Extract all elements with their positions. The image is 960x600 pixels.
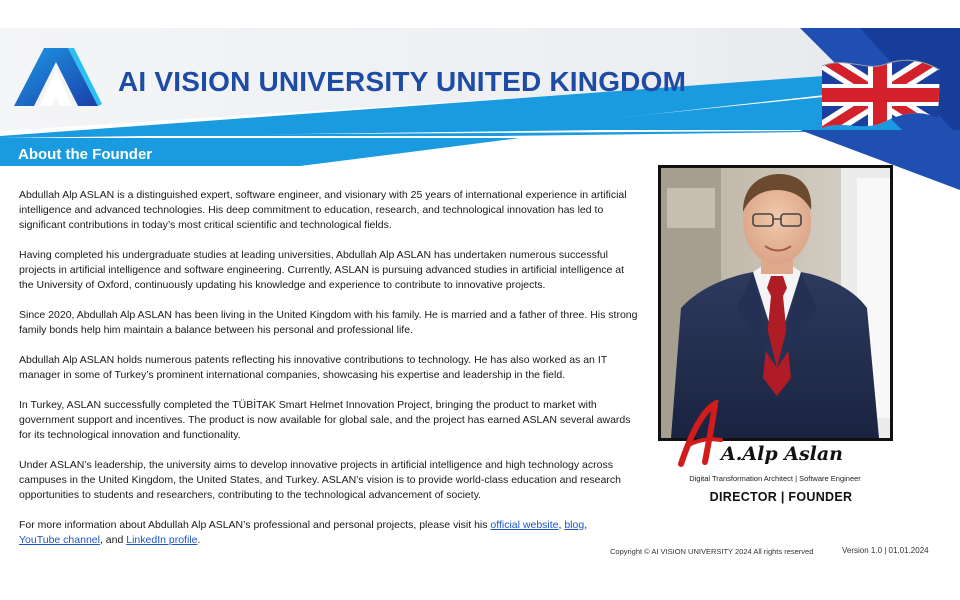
bio-paragraph-2: Having completed his undergraduate studies at leading universities, Abdullah Alp ASLAN has undertaken numerous successful projects in artificial intelligence and software engineering. Currently, ASLAN is pursuing advanced studies in artificial intelligence at the University of Oxford, continuously updating his knowledge and experience to contribute to innovative projects. [19,249,625,291]
footer-version: Version 1.0 | 01.01.2024 [842,546,929,555]
sep-3: , and [99,534,127,546]
more-info-paragraph [19,518,639,548]
bio-paragraph-1: Abdullah Alp ASLAN is a distinguished expert, software engineer, and visionary with 25 years of international experience in artificial intelligence and advanced technologies. His deep commitment to education, research, and technological innovation has led to significant contributions in today’s most critical scientific and technological fields. [19,189,627,231]
uk-flag-icon [816,54,944,136]
more-info-tail: . [197,534,201,546]
sep-2: , [584,519,588,531]
blog-link[interactable]: blog [564,519,585,531]
sep-1: , [558,519,565,531]
official-website-link[interactable]: official website [490,519,559,531]
section-title: About the Founder [18,146,153,163]
youtube-channel-link[interactable]: YouTube channel [19,534,100,546]
founder-bio [19,188,639,563]
bio-paragraph-3: Since 2020, Abdullah Alp ASLAN has been living in the United Kingdom with his family. He is married and a father of three. His strong family bonds help him maintain a balance between his personal and professional life. [19,309,638,336]
bio-paragraph-5: In Turkey, ASLAN successfully completed the TÜBİTAK Smart Helmet Innovation Project, bringing the product to market with government support and incentives. The product is now available for global sale, and the project has earned ASLAN several awards for its technological innovation and functionality. [19,399,631,441]
more-info-lead: For more information about Abdullah Alp ASLAN’s professional and personal projects, please visit his [19,519,491,531]
linkedin-profile-link[interactable]: LinkedIn profile [126,534,198,546]
bio-paragraph-4: Abdullah Alp ASLAN holds numerous patents reflecting his innovative contributions to technology. He has also worked as an IT manager in some of Turkey’s prominent international companies, showcasing his expertise and leadership in the field. [19,354,607,381]
footer-copyright: Copyright © AI VISION UNIVERSITY 2024 All rights reserved [610,547,814,556]
university-title: AI VISION UNIVERSITY UNITED KINGDOM [118,66,687,97]
triangle-logo-icon [10,46,102,108]
bio-paragraph-6: Under ASLAN’s leadership, the university aims to develop innovative projects in artificial intelligence and high technology across campuses in the United Kingdom, the United States, and Turkey. ASLAN’s vision is to provide world-class education and research opportunities to students and researchers, contributing to the technological advancement of society. [19,459,621,501]
founder-role: DIRECTOR | FOUNDER [709,490,853,504]
signature-subtitle: Digital Transformation Architect | Software Engineer [689,474,861,483]
signature-name: A.Alp Aslan [721,443,843,465]
